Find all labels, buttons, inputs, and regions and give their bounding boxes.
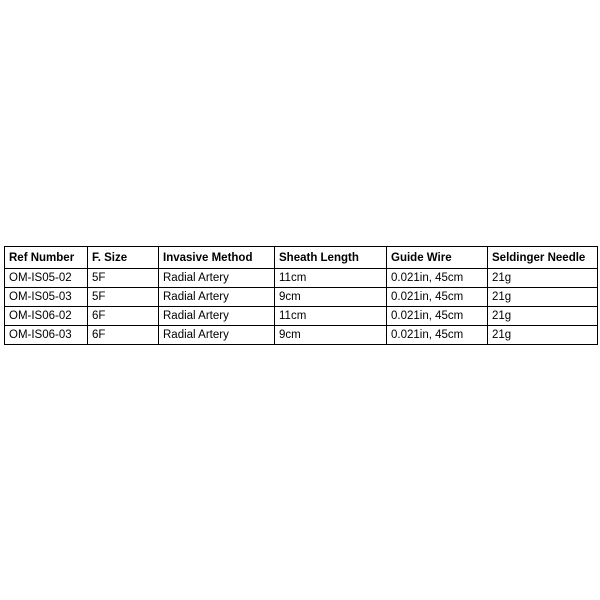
cell-f-size: 6F xyxy=(88,307,159,326)
cell-sheath-length: 11cm xyxy=(275,307,387,326)
cell-f-size: 5F xyxy=(88,288,159,307)
cell-sheath-length: 9cm xyxy=(275,326,387,345)
cell-guide-wire: 0.021in, 45cm xyxy=(387,326,488,345)
header-ref-number: Ref Number xyxy=(5,247,88,269)
cell-guide-wire: 0.021in, 45cm xyxy=(387,288,488,307)
table-row xyxy=(5,326,598,345)
cell-guide-wire: 0.021in, 45cm xyxy=(387,269,488,288)
table-header-row xyxy=(5,247,598,269)
cell-ref-number: OM-IS06-03 xyxy=(5,326,88,345)
cell-invasive-method: Radial Artery xyxy=(159,307,275,326)
cell-seldinger-needle: 21g xyxy=(488,288,598,307)
product-spec-table xyxy=(4,246,598,345)
cell-invasive-method: Radial Artery xyxy=(159,288,275,307)
header-invasive-method: Invasive Method xyxy=(159,247,275,269)
table-row xyxy=(5,288,598,307)
cell-sheath-length: 11cm xyxy=(275,269,387,288)
table-row xyxy=(5,307,598,326)
cell-invasive-method: Radial Artery xyxy=(159,326,275,345)
cell-f-size: 5F xyxy=(88,269,159,288)
cell-guide-wire: 0.021in, 45cm xyxy=(387,307,488,326)
cell-seldinger-needle: 21g xyxy=(488,326,598,345)
cell-ref-number: OM-IS05-02 xyxy=(5,269,88,288)
cell-ref-number: OM-IS06-02 xyxy=(5,307,88,326)
cell-f-size: 6F xyxy=(88,326,159,345)
cell-sheath-length: 9cm xyxy=(275,288,387,307)
header-f-size: F. Size xyxy=(88,247,159,269)
cell-seldinger-needle: 21g xyxy=(488,307,598,326)
header-sheath-length: Sheath Length xyxy=(275,247,387,269)
header-seldinger-needle: Seldinger Needle xyxy=(488,247,598,269)
cell-seldinger-needle: 21g xyxy=(488,269,598,288)
cell-ref-number: OM-IS05-03 xyxy=(5,288,88,307)
header-guide-wire: Guide Wire xyxy=(387,247,488,269)
cell-invasive-method: Radial Artery xyxy=(159,269,275,288)
table-row xyxy=(5,269,598,288)
